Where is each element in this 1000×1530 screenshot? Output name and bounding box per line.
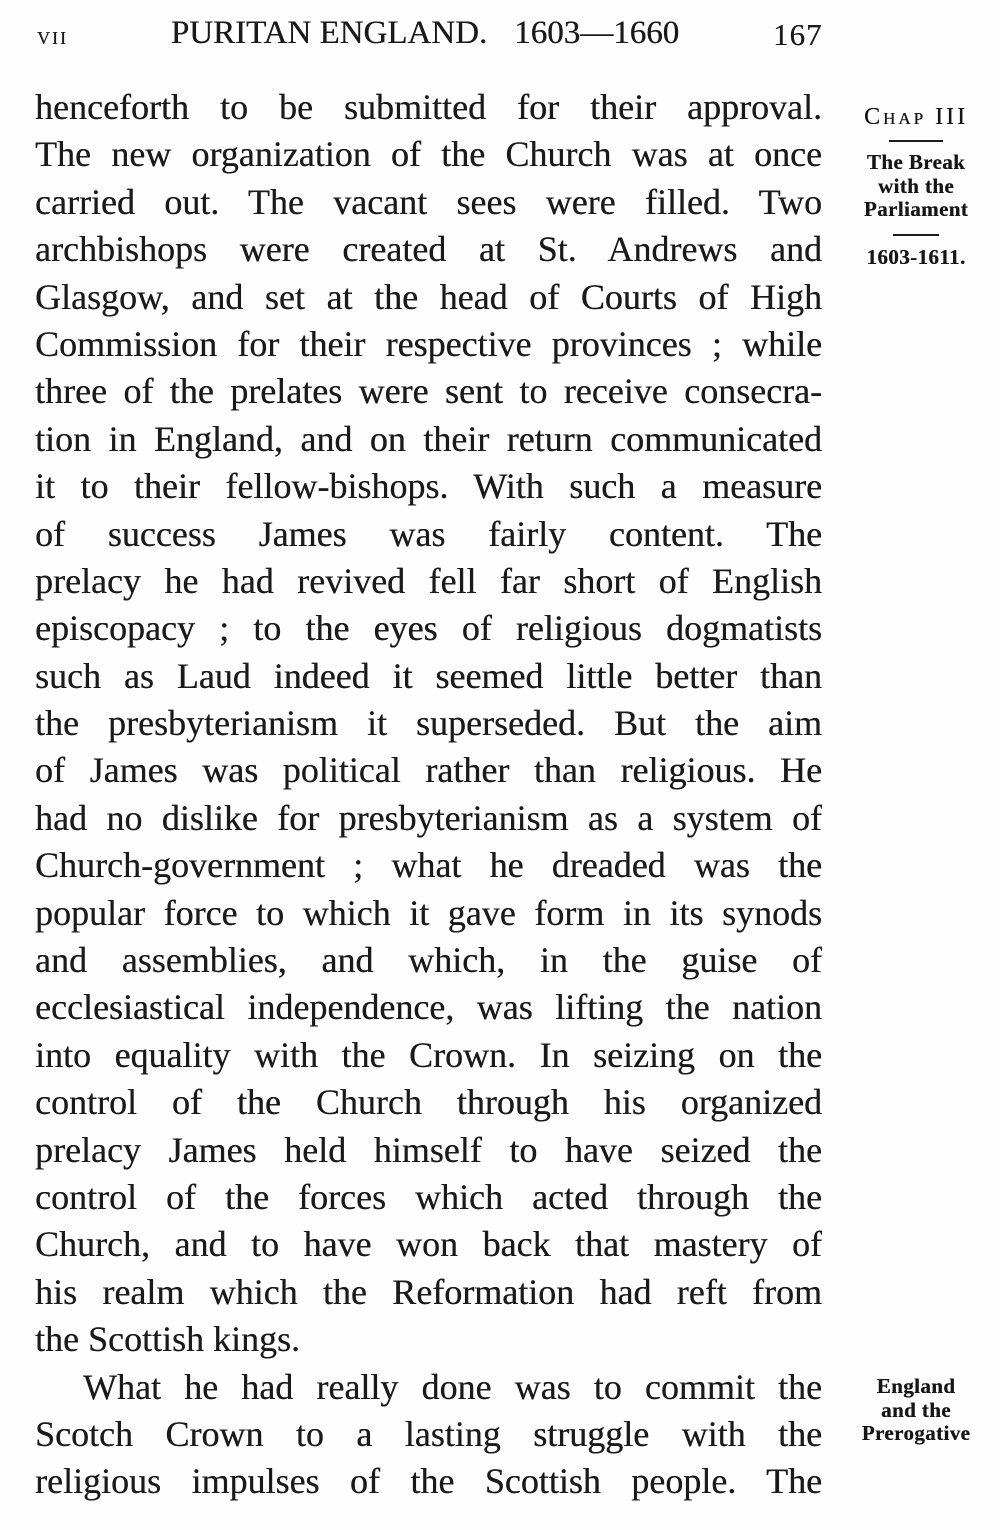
text-line: such as Laud indeed it seemed little better than: [35, 655, 822, 696]
text-line: Church, and to have won back that mastery of: [35, 1224, 822, 1265]
text-line: tion in England, and on their return communicated: [35, 418, 822, 459]
text-line: three of the prelates were sent to receive consecra-: [35, 371, 822, 412]
text-line: the Scottish kings.: [35, 1319, 301, 1360]
divider-rule: [893, 234, 939, 236]
text-line: ecclesiastical independence, was lifting the nation: [35, 987, 822, 1028]
text-line: prelacy James held himself to have seized the: [35, 1129, 822, 1170]
margin-note-dates: 1603-1611.: [866, 244, 966, 269]
text-line: the presbyterianism it superseded. But the aim: [35, 703, 822, 744]
text-line: archbishops were created at St. Andrews and: [35, 229, 822, 270]
margin-note-prerogative: [841, 1375, 991, 1446]
margin-note-title-line: The Break: [866, 150, 966, 174]
text-line: of success James was fairly content. The: [35, 513, 822, 554]
text-line: prelacy he had revived fell far short of English: [35, 560, 822, 601]
text-line: Scotch Crown to a lasting struggle with the: [35, 1413, 822, 1454]
chapter-heading: Chap III: [864, 104, 968, 130]
running-title: PURITAN ENGLAND.: [170, 15, 488, 51]
body-text: [35, 84, 822, 1506]
text-line: Commission for their respective provinces ; while: [35, 323, 822, 364]
margin-note-chapter: [841, 104, 991, 269]
margin-note-title-line: Prerogative: [861, 1421, 971, 1445]
text-line: religious impulses of the Scottish people. The: [35, 1461, 822, 1502]
text-line: The new organization of the Church was at once: [35, 134, 822, 175]
text-line: carried out. The vacant sees were filled. Two: [35, 181, 822, 222]
running-dates: 1603—1660: [514, 15, 680, 51]
margin-note-title-line: England: [876, 1374, 956, 1398]
text-line: episcopacy ; to the eyes of religious dogmatists: [35, 608, 822, 649]
text-line: of James was political rather than religious. He: [35, 750, 822, 791]
text-line: had no dislike for presbyterianism as a system of: [35, 797, 822, 838]
text-line: henceforth to be submitted for their approval.: [35, 87, 822, 127]
text-line: his realm which the Reformation had reft from: [35, 1271, 822, 1312]
margin-note-title-line: with the: [877, 173, 955, 198]
text-line: control of the forces which acted through the: [35, 1176, 822, 1217]
text-line: it to their fellow-bishops. With such a measure: [35, 466, 822, 507]
margin-note-title-line: and the: [881, 1397, 951, 1422]
text-line: Church-government ; what he dreaded was the: [35, 845, 822, 886]
running-header: [160, 15, 690, 52]
divider-rule: [889, 140, 943, 142]
margin-note-title-line: Parliament: [863, 197, 969, 221]
text-line: and assemblies, and which, in the guise of: [35, 940, 822, 981]
page-number: 167: [773, 17, 823, 52]
text-line: popular force to which it gave form in its synods: [35, 892, 822, 933]
text-line: control of the Church through his organized: [35, 1082, 822, 1123]
text-line: What he had really done was to commit the: [83, 1366, 822, 1407]
text-line: Glasgow, and set at the head of Courts of High: [35, 276, 822, 317]
header-chapter-numeral: vii: [37, 21, 68, 50]
text-line: into equality with the Crown. In seizing on the: [35, 1034, 822, 1075]
